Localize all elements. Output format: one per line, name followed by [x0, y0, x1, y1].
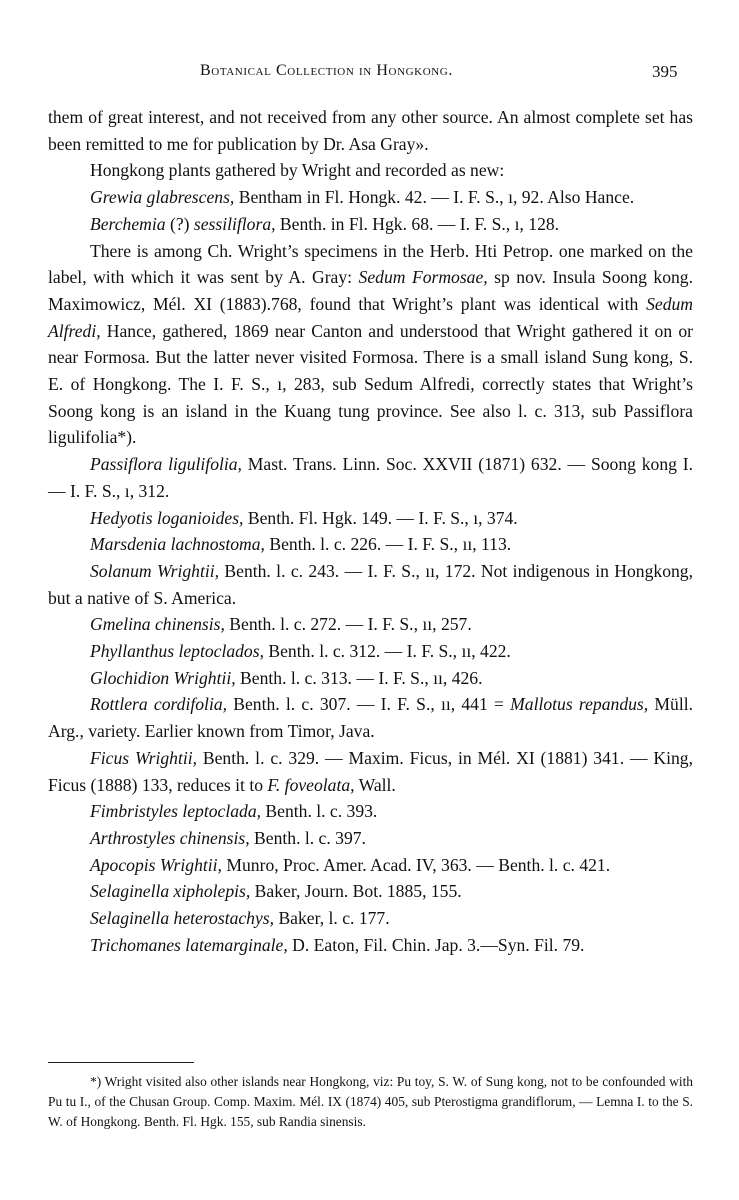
species-name: Grewia glabrescens,: [90, 187, 235, 208]
species-name: Apocopis Wrightii,: [90, 854, 222, 875]
species-name: Trichomanes latemarginale,: [90, 934, 288, 955]
paragraph: [48, 558, 693, 611]
text-run: Benth. l. c. 312. — I. F. S., ıı, 422.: [263, 641, 511, 662]
text-run: Bentham in Fl. Hongk. 42. — I. F. S., ı, 92. Also Hance.: [234, 187, 635, 208]
species-name: Marsdenia lachnostoma,: [90, 534, 265, 555]
footnote-rule: [48, 1062, 194, 1063]
species-name: F. foveolata,: [267, 774, 355, 795]
text-run: Munro, Proc. Amer. Acad. IV, 363. — Benth. l. c. 421.: [221, 854, 611, 875]
species-name: Ficus Wrightii,: [90, 747, 198, 768]
paragraph: [48, 184, 693, 211]
species-name: Phyllanthus leptoclados,: [90, 641, 264, 662]
text-run: Benth. l. c. 226. — I. F. S., ıı, 113.: [264, 534, 512, 555]
text-run: Benth. Fl. Hgk. 149. — I. F. S., ı, 374.: [243, 507, 518, 528]
footnote: [48, 1072, 693, 1132]
text-run: Mast. Trans. Linn. Soc. XXVII (1871) 632. — Soong kong I. — I. F. S., ı, 312.: [48, 454, 693, 501]
page-number: 395: [652, 62, 678, 81]
paragraph: [48, 157, 693, 184]
text-run: Benth. l. c. 307. — I. F. S., ıı, 441 =: [227, 694, 511, 715]
paragraph: [48, 211, 693, 238]
species-name: Passiflora ligulifolia,: [90, 454, 242, 475]
text-run: Baker, Journ. Bot. 1885, 155.: [250, 881, 462, 902]
text-run: Benth. l. c. 329. — Maxim. Ficus, in Mél. XI (1881) 341. — King, Ficus (1888) 133, reduces it to: [48, 747, 693, 795]
paragraph: [48, 745, 693, 798]
paragraph: [48, 451, 693, 504]
species-name: Fimbristyles leptoclada,: [90, 801, 262, 822]
paragraph: [48, 852, 693, 879]
paragraph: [48, 238, 693, 452]
paragraph: [48, 665, 693, 692]
species-name: Selaginella xipholepis,: [90, 881, 251, 902]
text-run: Benth. l. c. 393.: [261, 801, 378, 822]
text-run: Benth. l. c. 243. — I. F. S., ıı, 172. Not indigenous in Hongkong, but a native of S. America.: [48, 560, 693, 608]
paragraph: [48, 825, 693, 852]
text-run: Wall.: [354, 774, 396, 795]
species-name: Glochidion Wrightii,: [90, 667, 236, 688]
main-text: [48, 104, 693, 959]
species-name: Arthrostyles chinensis,: [90, 827, 250, 848]
footnote-text: *) Wright visited also other islands near Hongkong, viz: Pu toy, S. W. of Sung kong, not to be confounded with Pu tu I., of the Chusan Group. Comp. Maxim. Mél. IX (1874) 405, sub Pterostigma grandiflorum, — Lemna I. to the S. W. of Hongkong. Benth. Fl. Hgk. 155, sub Randia sinensis.: [48, 1074, 693, 1129]
paragraph: [48, 878, 693, 905]
text-run: Benth. l. c. 313. — I. F. S., ıı, 426.: [235, 667, 483, 688]
paragraph: [48, 798, 693, 825]
species-name: Berchemia: [90, 213, 166, 234]
paragraph: [48, 638, 693, 665]
species-name: Sedum Formosae,: [358, 267, 488, 288]
paragraph: [48, 932, 693, 959]
species-name: Selaginella heterostachys,: [90, 908, 275, 929]
species-name: Gmelina chinensis,: [90, 614, 225, 635]
text-run: Baker, l. c. 177.: [274, 908, 390, 929]
species-name: Hedyotis loganioides,: [90, 507, 244, 528]
text-run: Hance, gathered, 1869 near Canton and understood that Wright gathered it on or near Formosa. But the latter never visited Formosa. There is a small island Sung kong, S. E. of Hongkong. The I. F. S., ı, 283, sub Sedum Alfredi, correctly states that Wright’s Soong kong is an island in the Kuang tung province. See also l. c. 313, sub Passiflora ligulifolia*).: [48, 320, 693, 448]
species-name: sessiliflora,: [193, 213, 276, 234]
text-run: them of great interest, and not received from any other source. An almost complete set has been remitted to me for publication by Dr. Asa Gray».: [48, 107, 693, 154]
text-run: (?): [165, 213, 194, 234]
text-run: Benth. in Fl. Hgk. 68. — I. F. S., ı, 128.: [275, 213, 560, 234]
text-run: sp nov. Insula Soong kong. Maximowicz, Mél. XI (1883).768, found that Wright’s plant was identical with: [48, 267, 693, 314]
text-run: Hongkong plants gathered by Wright and recorded as new:: [90, 160, 505, 181]
paragraph: [48, 531, 693, 558]
species-name: Solanum Wrightii,: [90, 560, 220, 581]
running-title: Botanical Collection in Hongkong.: [200, 62, 453, 79]
text-run: Benth. l. c. 272. — I. F. S., ıı, 257.: [224, 614, 472, 635]
paragraph: [48, 104, 693, 157]
species-name: Rottlera cordifolia,: [90, 694, 228, 715]
paragraph: [48, 611, 693, 638]
text-run: There is among Ch. Wright’s specimens in the Herb. Hti Petrop. one marked on the label, with which it was sent by A. Gray:: [48, 240, 693, 288]
running-header: [0, 62, 739, 84]
paragraph: [48, 505, 693, 532]
paragraph: [48, 691, 693, 744]
text-run: Benth. l. c. 397.: [249, 827, 366, 848]
paragraph: [48, 905, 693, 932]
text-run: Müll. Arg., variety. Earlier known from Timor, Java.: [48, 694, 693, 742]
species-name: Mallotus repandus,: [510, 694, 649, 715]
text-run: D. Eaton, Fil. Chin. Jap. 3.—Syn. Fil. 79.: [287, 934, 585, 955]
species-name: Sedum Alfredi,: [48, 293, 693, 341]
